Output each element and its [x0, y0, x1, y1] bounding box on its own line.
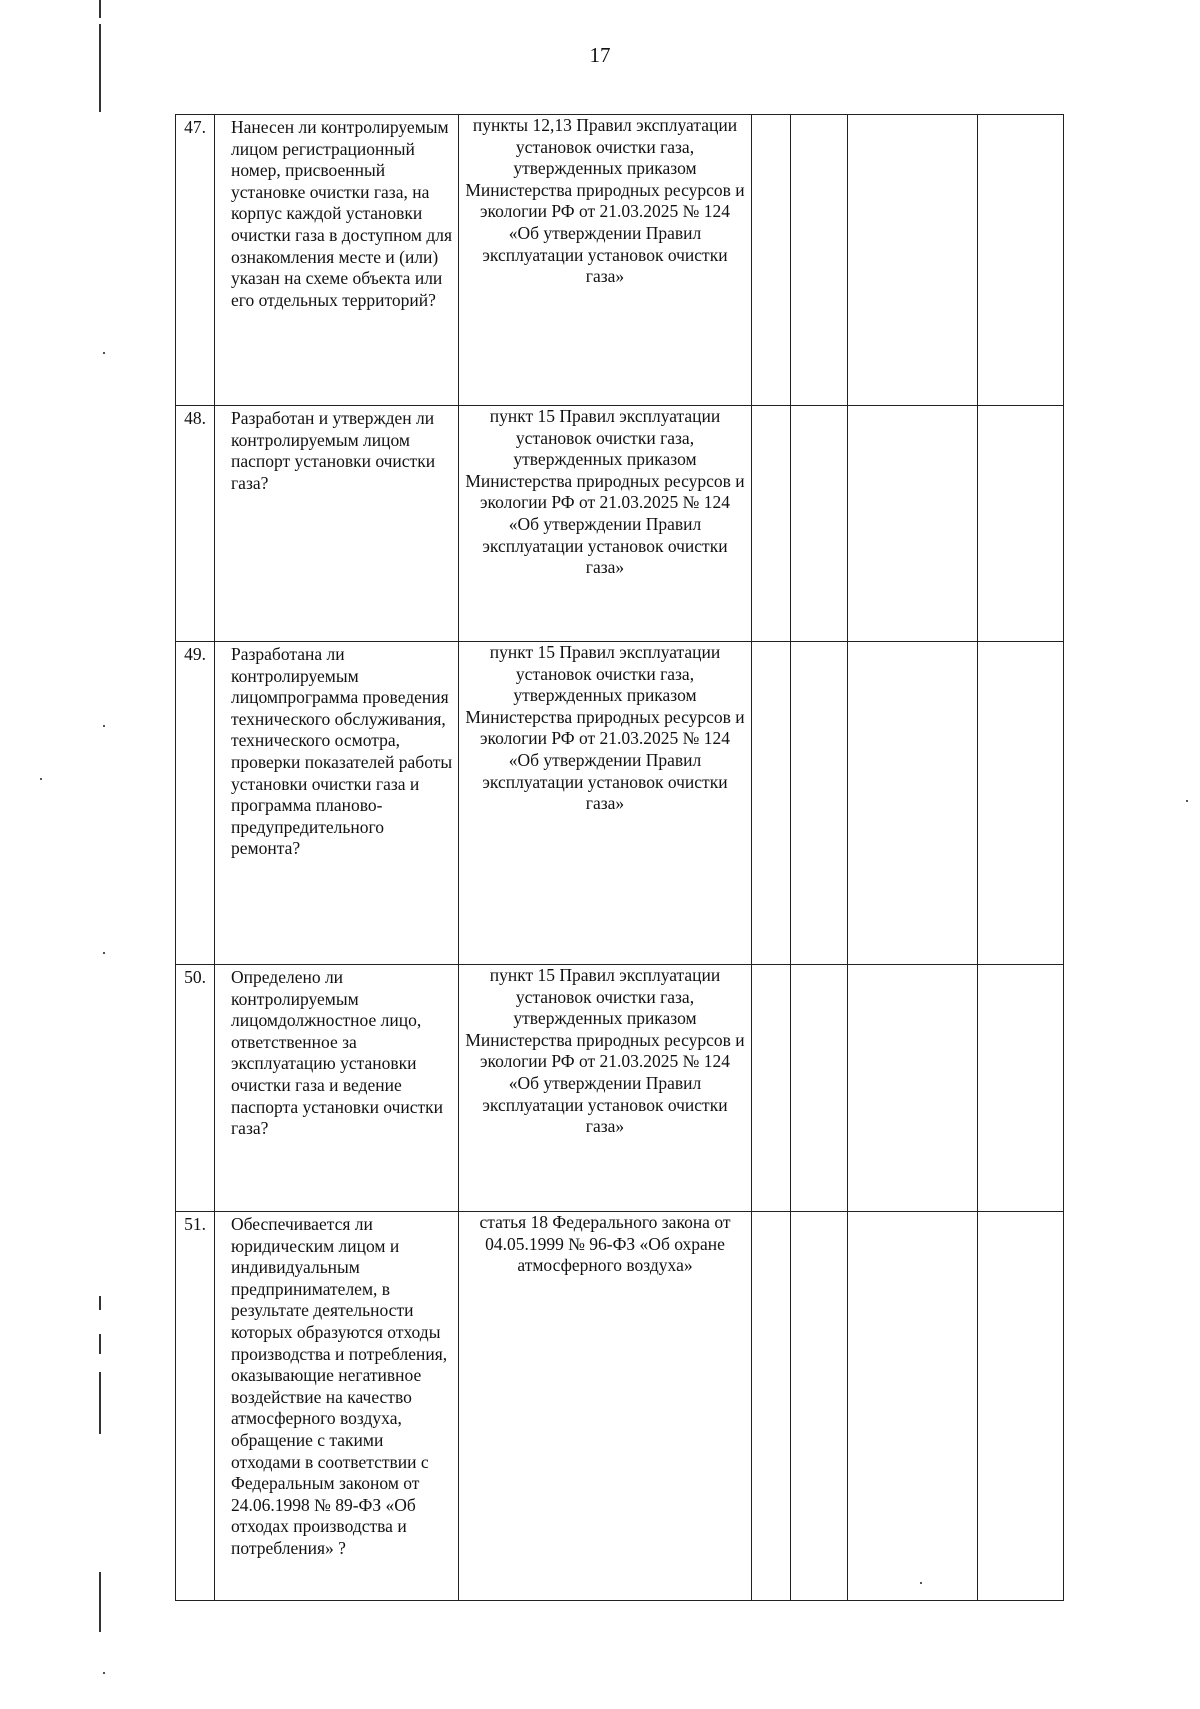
empty-cell — [848, 115, 978, 406]
scan-speck — [1186, 800, 1188, 802]
empty-cell — [752, 965, 791, 1212]
table-row — [176, 642, 1064, 965]
empty-cell — [848, 406, 978, 642]
scan-margin-mark — [99, 0, 101, 18]
legal-reference: статья 18 Федерального закона от 04.05.1999 № 96-ФЗ «Об охране атмосферного воздуха» — [459, 1212, 752, 1601]
question-text: Разработан и утвержден ли контролируемым лицом паспорт установки очистки газа? — [215, 406, 459, 642]
scan-margin-mark — [99, 1334, 101, 1354]
question-text: Обеспечивается ли юридическим лицом и индивидуальным предпринимателем, в результате деятельности которых образуются отходы производства и потребления, оказывающие негативное воздействие на качество атмосферного воздуха, обращение с такими отходами в соответствии с Федеральным законом от 24.06.1998 № 89-ФЗ «Об отходах производства и потребления» ? — [215, 1212, 459, 1601]
scan-speck — [103, 952, 105, 954]
empty-cell — [848, 642, 978, 965]
empty-cell — [791, 115, 848, 406]
empty-cell — [752, 1212, 791, 1601]
scan-margin-mark — [99, 1296, 101, 1310]
legal-reference: пункты 12,13 Правил эксплуатации установок очистки газа, утвержденных приказом Министерства природных ресурсов и экологии РФ от 21.03.2025 № 124 «Об утверждении Правил эксплуатации установок очистки газа» — [459, 115, 752, 406]
page-number: 17 — [589, 43, 611, 67]
row-number: 48. — [176, 406, 215, 642]
table-row — [176, 965, 1064, 1212]
table-row — [176, 1212, 1064, 1601]
empty-cell — [791, 642, 848, 965]
row-number: 50. — [176, 965, 215, 1212]
table-row — [176, 115, 1064, 406]
empty-cell — [978, 406, 1064, 642]
question-text: Разработана ли контролируемым лицомпрограмма проведения технического обслуживания, технического осмотра, проверки показателей работы установки очистки газа и программа планово-предупредительного ремонта? — [215, 642, 459, 965]
empty-cell — [791, 406, 848, 642]
scan-speck — [103, 725, 105, 727]
scan-margin-mark — [99, 24, 101, 112]
checklist-table — [175, 114, 1064, 1601]
scan-margin-mark — [99, 1572, 101, 1632]
scan-speck — [103, 352, 105, 354]
legal-reference: пункт 15 Правил эксплуатации установок очистки газа, утвержденных приказом Министерства природных ресурсов и экологии РФ от 21.03.2025 № 124 «Об утверждении Правил эксплуатации установок очистки газа» — [459, 406, 752, 642]
legal-reference: пункт 15 Правил эксплуатации установок очистки газа, утвержденных приказом Министерства природных ресурсов и экологии РФ от 21.03.2025 № 124 «Об утверждении Правил эксплуатации установок очистки газа» — [459, 642, 752, 965]
scan-speck — [40, 778, 42, 780]
scan-margin-mark — [99, 1372, 101, 1434]
question-text: Нанесен ли контролируемым лицом регистрационный номер, присвоенный установке очистки газа, на корпус каждой установки очистки газа в доступном для ознакомления месте и (или) указан на схеме объекта или его отдельных территорий? — [215, 115, 459, 406]
table-row — [176, 406, 1064, 642]
empty-cell — [848, 965, 978, 1212]
row-number: 47. — [176, 115, 215, 406]
row-number: 51. — [176, 1212, 215, 1601]
empty-cell — [978, 115, 1064, 406]
empty-cell — [978, 642, 1064, 965]
empty-cell — [791, 1212, 848, 1601]
question-text: Определено ли контролируемым лицомдолжностное лицо, ответственное за эксплуатацию установки очистки газа и ведение паспорта установки очистки газа? — [215, 965, 459, 1212]
empty-cell — [791, 965, 848, 1212]
empty-cell — [978, 965, 1064, 1212]
empty-cell — [848, 1212, 978, 1601]
empty-cell — [752, 115, 791, 406]
scan-speck — [103, 1672, 105, 1674]
empty-cell — [978, 1212, 1064, 1601]
empty-cell — [752, 406, 791, 642]
empty-cell — [752, 642, 791, 965]
legal-reference: пункт 15 Правил эксплуатации установок очистки газа, утвержденных приказом Министерства природных ресурсов и экологии РФ от 21.03.2025 № 124 «Об утверждении Правил эксплуатации установок очистки газа» — [459, 965, 752, 1212]
row-number: 49. — [176, 642, 215, 965]
